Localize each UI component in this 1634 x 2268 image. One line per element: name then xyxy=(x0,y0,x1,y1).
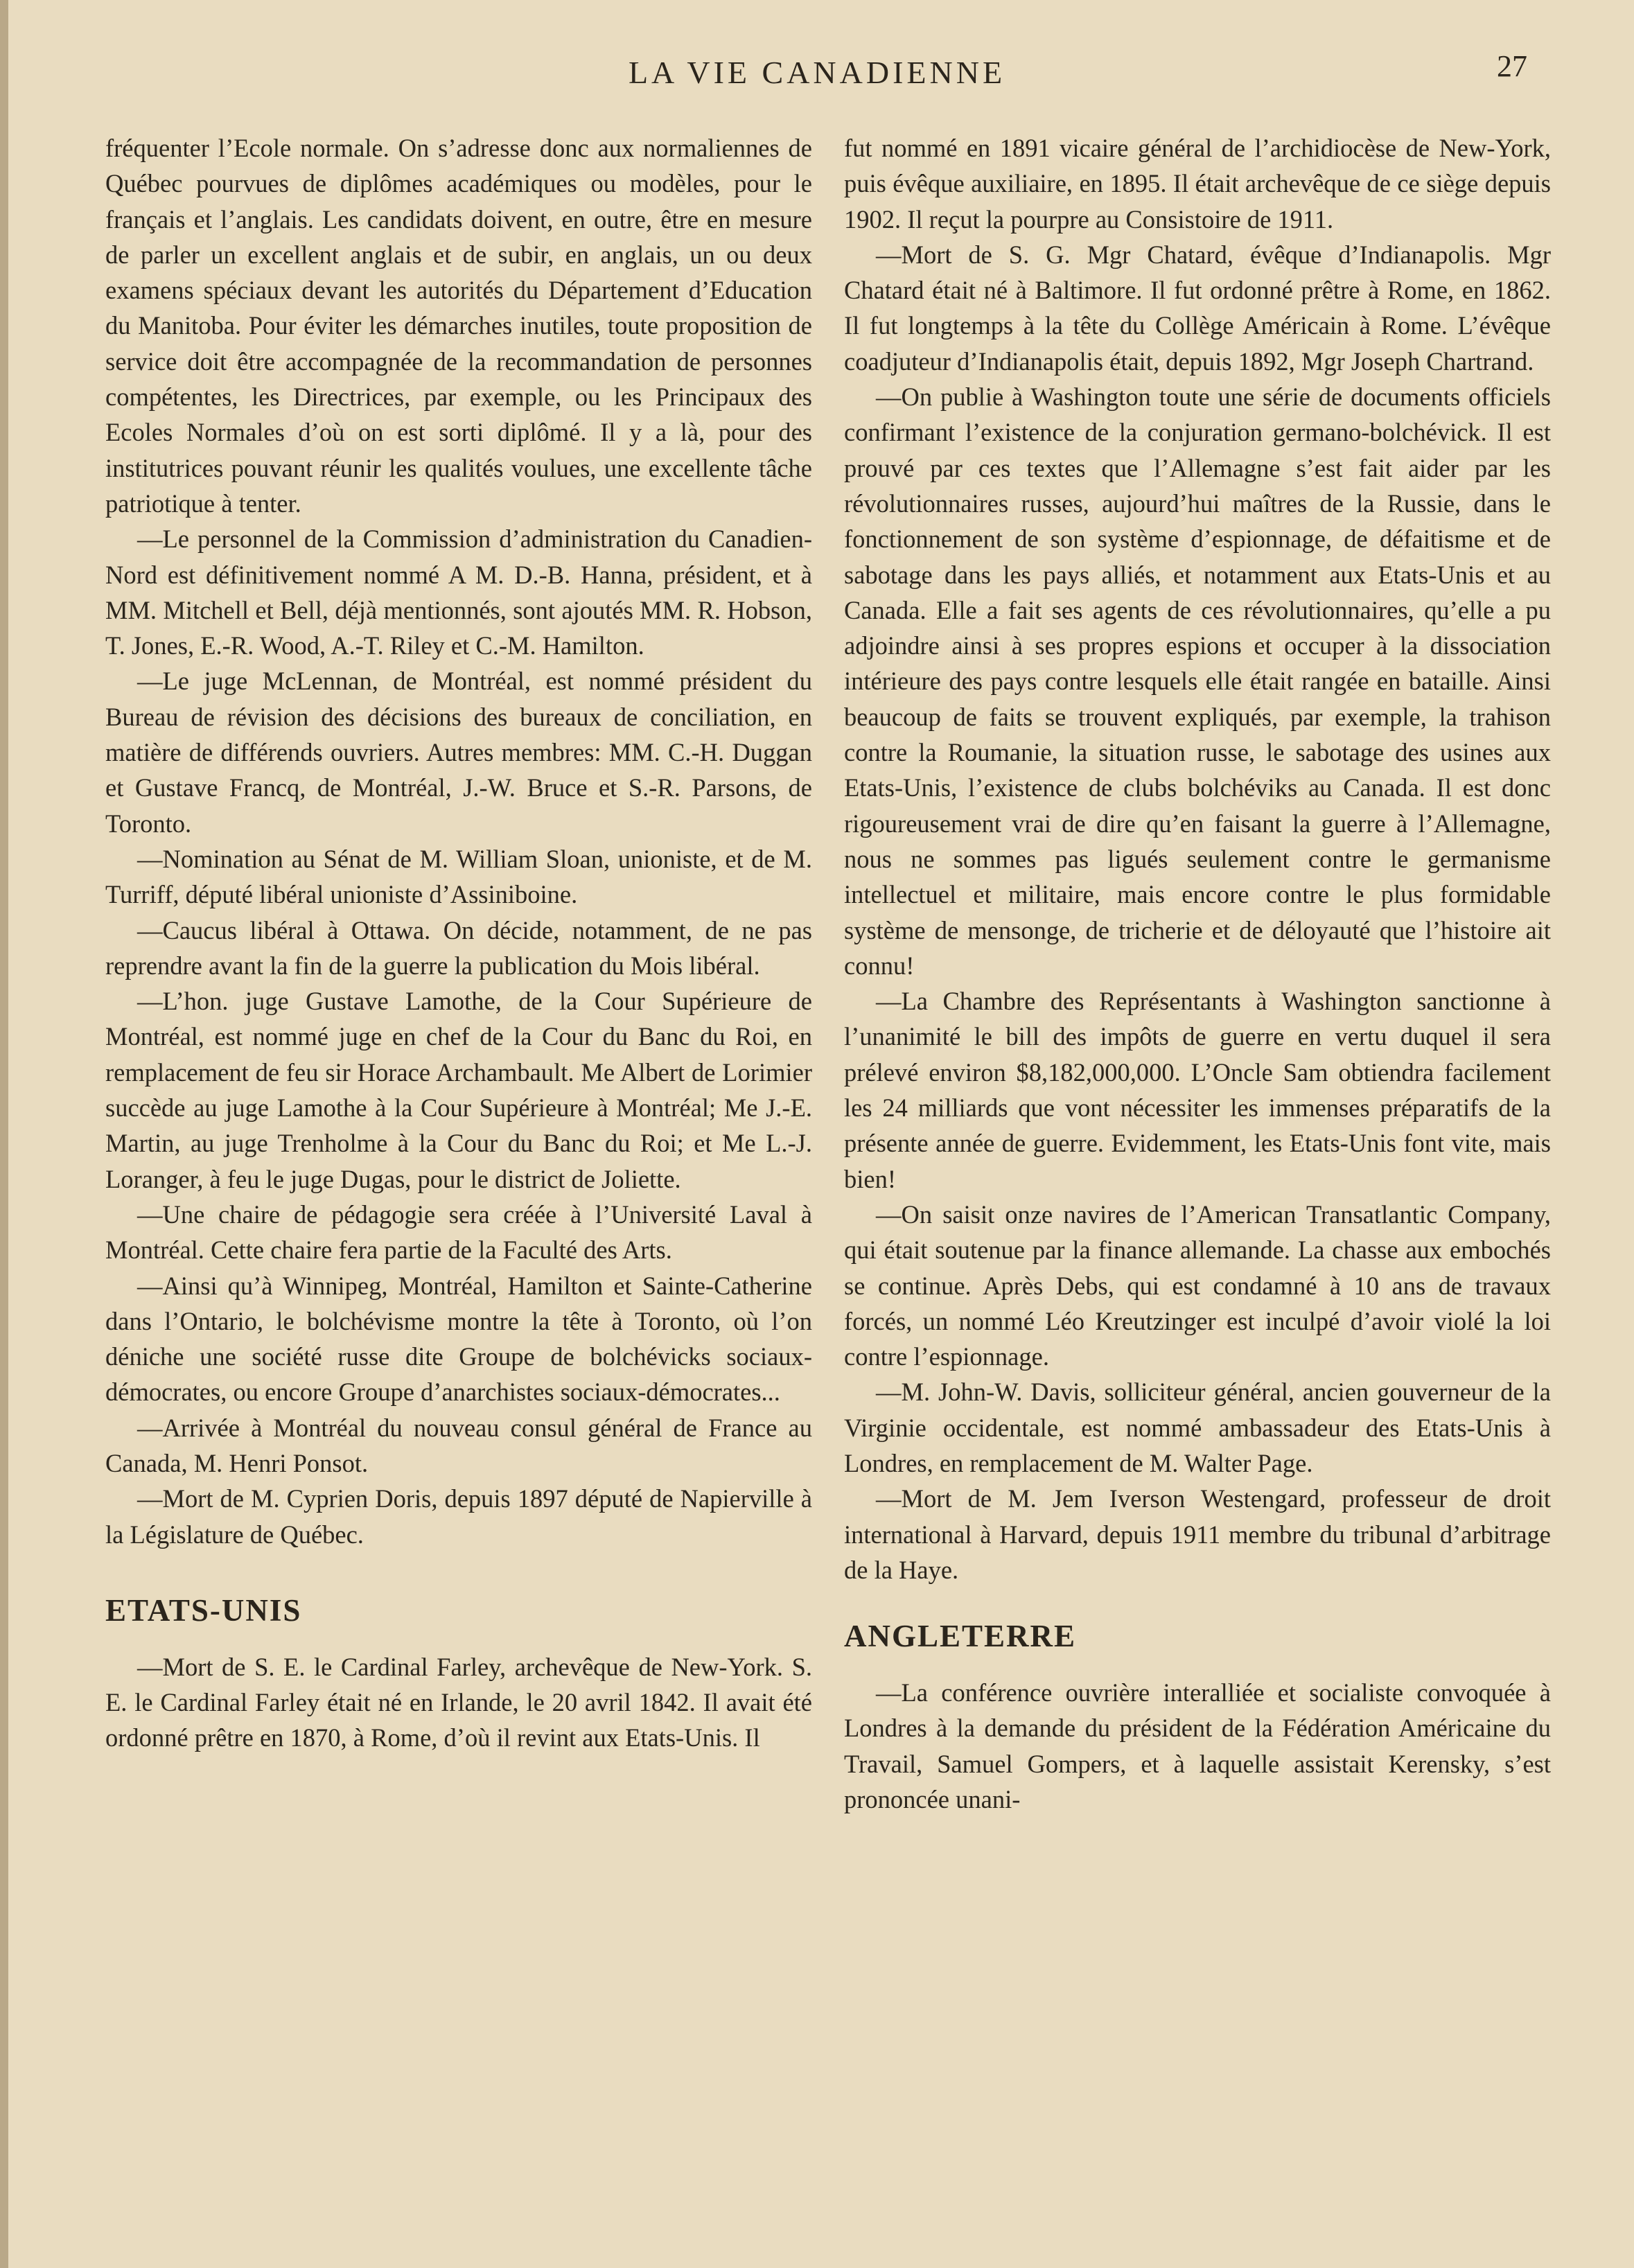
section-heading-angleterre: ANGLETERRE xyxy=(844,1619,1077,1654)
paragraph: —On publie à Washington toute une série de documents officiels confirmant l’existence de la conjuration germano-bolchévick. Il est prouvé par ces textes que l’Allemagne s’est fait aider par les révolutionnaires russes, aujourd’hui maîtres de la Russie, dans le fonctionnement de son système d’espionnage, de défaitisme et de sabotage dans les pays alliés, et notamment aux Etats-Unis et au Canada. Elle a fait ses agents de ces révolutionnaires, qu’elle a pu adjoindre ainsi à ses propres espions et occuper à la dissociation intérieure des pays contre lesquels elle était rangée en bataille. Ainsi beaucoup de faits se trouvent expliqués, par exemple, la trahison contre la Roumanie, la situation russe, le sabotage des usines aux Etats-Unis, l’existence de clubs bolchéviks au Canada. Il est donc rigoureusement vrai de dire qu’en faisant la guerre à l’Allemagne, nous ne sommes pas ligués seulement contre le germanisme intellectuel et militaire, mais encore contre le plus formidable système de mensonge, de tricherie et de déloyauté que l’histoire ait connu! xyxy=(844,383,1551,980)
paragraph: —Mort de S. G. Mgr Chatard, évêque d’Indianapolis. Mgr Chatard était né à Baltimore. Il fut ordonné prêtre à Rome, en 1862. Il fut longtemps à la tête du Collège Américain à Rome. L’évêque coadjuteur d’Indianapolis était, depuis 1892, Mgr Joseph Chartrand. xyxy=(844,240,1551,376)
paragraph: —M. John-W. Davis, solliciteur général, ancien gouverneur de la Virginie occidentale, est nommé ambassadeur des Etats-Unis à Londres, en remplacement de M. Walter Page. xyxy=(844,1378,1551,1477)
section-heading-etats-unis: ETATS-UNIS xyxy=(105,1592,302,1628)
running-head: LA VIE CANADIENNE xyxy=(628,55,1006,90)
paragraph: fréquenter l’Ecole normale. On s’adresse donc aux normaliennes de Québec pourvues de diplômes académiques ou modèles, pour le français et l’anglais. Les candidats doivent, en outre, être en mesure de parler un excellent anglais et de subir, en anglais, un ou deux examens spéciaux devant les autorités du Département d’Education du Manitoba. Pour éviter les démarches inutiles, toute proposition de service doit être accompagnée de la recommandation de personnes compétentes, les Directrices, par exemple, ou les Principaux des Ecoles Normales d’où on est sorti diplômé. Il y a là, pour des institutrices pouvant réunir les qualités voulues, une excellente tâche patriotique à tenter. xyxy=(105,134,812,518)
paragraph: —Mort de S. E. le Cardinal Farley, archevêque de New-York. S. E. le Cardinal Farley était né en Irlande, le 20 avril 1842. Il avait été ordonné prêtre en 1870, à Rome, d’où il revint aux Etats-Unis. Il xyxy=(105,1652,812,1752)
page-number: 27 xyxy=(1497,49,1527,83)
paragraph: —Mort de M. Jem Iverson Westengard, professeur de droit international à Harvard, depuis 1911 membre du tribunal d’arbitrage de la Haye. xyxy=(844,1484,1551,1584)
paragraph: —Caucus libéral à Ottawa. On décide, notamment, de ne pas reprendre avant la fin de la guerre la publication du Mois libéral. xyxy=(105,915,812,980)
paragraph: —La Chambre des Représentants à Washington sanctionne à l’unanimité le bill des impôts de guerre en vertu duquel il sera prélevé environ $8,182,000,000. L’Oncle Sam obtiendra facilement les 24 milliards que vont nécessiter les immenses préparatifs de la présente année de guerre. Evidemment, les Etats-Unis font vite, mais bien! xyxy=(844,987,1551,1193)
paragraph: —Ainsi qu’à Winnipeg, Montréal, Hamilton et Sainte-Catherine dans l’Ontario, le bolchévisme montre la tête à Toronto, où l’on déniche une société russe dite Groupe de bolchévicks sociaux-démocrates, ou encore Groupe d’anarchistes sociaux-démocrates... xyxy=(105,1271,812,1407)
paragraph: —Arrivée à Montréal du nouveau consul général de France au Canada, M. Henri Ponsot. xyxy=(105,1413,812,1477)
paragraph: fut nommé en 1891 vicaire général de l’archidiocèse de New-York, puis évêque auxiliaire, en 1895. Il était archevêque de ce siège depuis 1902. Il reçut la pourpre au Consistoire de 1911. xyxy=(844,134,1551,234)
right-column xyxy=(844,130,1551,2237)
paragraph: —La conférence ouvrière interalliée et socialiste convoquée à Londres à la demande du président de la Fédération Américaine du Travail, Samuel Gompers, et à laquelle assistait Kerensky, s’est prononcée unani- xyxy=(844,1678,1551,1814)
paragraph: —L’hon. juge Gustave Lamothe, de la Cour Supérieure de Montréal, est nommé juge en chef de la Cour du Banc du Roi, en remplacement de feu sir Horace Archambault. Me Albert de Lorimier succède au juge Lamothe à la Cour Supérieure à Montréal; Me J.-E. Martin, au juge Trenholme à la Cour du Banc du Roi; et Me L.-J. Loranger, à feu le juge Dugas, pour le district de Joliette. xyxy=(105,987,812,1193)
paragraph: —Une chaire de pédagogie sera créée à l’Université Laval à Montréal. Cette chaire fera partie de la Faculté des Arts. xyxy=(105,1199,812,1265)
paragraph: —Nomination au Sénat de M. William Sloan, unioniste, et de M. Turriff, député libéral unioniste d’Assiniboine. xyxy=(105,844,812,909)
paragraph: —Le juge McLennan, de Montréal, est nommé président du Bureau de révision des décisions des bureaux de conciliation, en matière de différends ouvriers. Autres membres: MM. C.-H. Duggan et Gustave Francq, de Montréal, J.-W. Bruce et S.-R. Parsons, de Toronto. xyxy=(105,667,812,838)
paragraph: —Mort de M. Cyprien Doris, depuis 1897 député de Napierville à la Législature de Québec. xyxy=(105,1484,812,1549)
left-column xyxy=(105,130,812,2237)
page-edge xyxy=(0,0,8,2268)
paragraph: —Le personnel de la Commission d’administration du Canadien-Nord est définitivement nommé A M. D.-B. Hanna, président, et à MM. Mitchell et Bell, déjà mentionnés, sont ajoutés MM. R. Hobson, T. Jones, E.-R. Wood, A.-T. Riley et C.-M. Hamilton. xyxy=(105,525,812,660)
paragraph: —On saisit onze navires de l’American Transatlantic Company, qui était soutenue par la finance allemande. La chasse aux embochés se continue. Après Debs, qui est condamné à 10 ans de travaux forcés, un nommé Léo Kreutzinger est inculpé d’avoir violé la loi contre l’espionnage. xyxy=(844,1199,1551,1371)
